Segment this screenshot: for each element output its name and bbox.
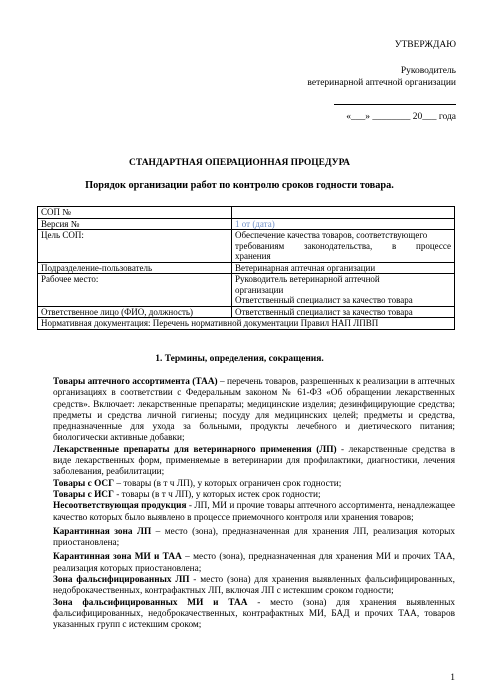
term-paragraph [53,479,455,490]
term-definition: – перечень товаров, разрешенных к реализации в аптечных организациях в соответствии с Федеральным законом № 61-ФЗ «Об обращении лекарственных средств». Включает: лекарственные препараты; медицинские изделия; дезинфицирующие средства; предметы и средства личной гигиены; посуду для медицинских целей; предметы и средства, предназначенные для ухода за больными, продукты лечебного и диетического питания; биологически активные добавки; [53,377,455,444]
term-paragraph [53,552,455,575]
subdivision-value: Ветеринарная аптечная организации [232,262,455,274]
term-name: Карантинная зона МИ и ТАА [53,552,182,563]
date-year: 20___ года [412,111,456,122]
term-paragraph [53,490,455,501]
term-name: Несоответствующая продукция [53,501,187,512]
term-definition: - лекарственные средства в виде лекарственных форм, применяемые в ветеринарии для профилактики, диагностики, лечения заболевания, реабилитации; [53,444,456,478]
term-definition: – место (зона), предназначенная для хранения ЛП, реализация которых приостановлена; [53,526,455,549]
term-definition: - место (зона) для хранения выявленных фальсифицированных, недоброкачественных, контрафактных ЛП, включая ЛП с истекшим сроком годности; [53,575,455,597]
approval-block [256,39,456,123]
signature-line [334,90,456,105]
term-name: Товары с ИСГ [53,489,114,500]
responsible-value: Ответственный специалист за качество товара [232,306,455,318]
table-row [38,262,455,274]
term-name: Товары с ОСГ [53,478,115,489]
approval-date [256,111,456,124]
term-name: Зона фальсифицированных ЛП [53,575,190,586]
subdivision-label: Подразделение-пользователь [38,262,232,274]
table-row [38,274,455,307]
workplace-line1: Руководитель ветеринарной аптечной [235,274,380,284]
date-month: ________ [372,111,411,122]
date-day: «___» [346,111,370,122]
sop-number-value [232,207,455,219]
doc-subtitle: Порядок организации работ по контролю сроков годности товара. [85,180,394,191]
goal-label: Цель СОП: [38,230,232,263]
table-row [38,318,455,330]
term-paragraph [53,527,455,550]
term-definition: - ЛП, МИ и прочие товары аптечного ассортимента, ненадлежащее качество которых было выявлено в процессе приемочного контроля или хранения товаров; [53,501,455,523]
approval-role-line2: ветеринарной аптечной организации [307,78,456,88]
version-date: от (дата) [241,218,275,229]
workplace-value [232,274,455,307]
responsible-label: Ответственное лицо (ФИО, должность) [38,306,232,318]
terms-list [53,377,455,632]
term-definition: - место (зона) для хранения выявленных фальсифицированных, недоброкачественных, контрафактных МИ, БАД и прочих ТАА, товаров указанных групп с истекшим сроком; [53,597,456,631]
goal-line2: требованиям законодательства, в процессе [235,240,451,251]
term-definition: – место (зона), предназначенная для хранения МИ и прочих ТАА, реализация которых приостановлена; [53,552,455,574]
term-name: Карантинная зона ЛП [53,526,152,537]
doc-title: СТАНДАРТНАЯ ОПЕРАЦИОННАЯ ПРОЦЕДУРА [128,158,351,168]
approval-title: УТВЕРЖДАЮ [394,40,456,50]
page-number: 1 [450,673,455,683]
normative-docs: Нормативная документация: Перечень нормативной документации Правил НАП ЛПВП [38,318,455,330]
version-value [232,218,455,230]
term-paragraph [53,598,455,632]
term-paragraph [53,501,455,524]
term-definition: – товары (в т ч ЛП), у которых ограничен срок годности; [114,478,342,489]
goal-value [232,230,455,263]
goal-line3: хранения [235,251,271,261]
workplace-line2: организации [235,284,284,295]
table-row [38,306,455,318]
term-name: Товары аптечного ассортимента (ТАА) [53,377,218,387]
workplace-line3: Ответственный специалист за качество товара [235,295,413,305]
term-paragraph [53,445,455,479]
term-name: Зона фальсифицированных МИ и ТАА [53,597,248,608]
table-row [38,230,455,263]
version-number: 1 [235,218,240,229]
sop-info-table [37,206,455,330]
section-heading: 1. Термины, определения, сокращения. [155,354,324,364]
term-definition: - товары (в т ч ЛП), у которых истек срок годности; [113,489,321,500]
goal-line1: Обеспечение качества товаров, соответствующего [235,230,428,240]
table-row [38,207,455,219]
approval-role-line1: Руководитель [400,65,456,76]
term-paragraph [53,377,455,445]
workplace-label: Рабочее место: [38,274,232,307]
term-name: Лекарственные препараты для ветеринарного применения (ЛП) [53,444,337,455]
version-label: Версия № [38,218,232,230]
table-row [38,218,455,230]
sop-number-label: СОП № [38,207,232,219]
term-paragraph [53,575,455,598]
